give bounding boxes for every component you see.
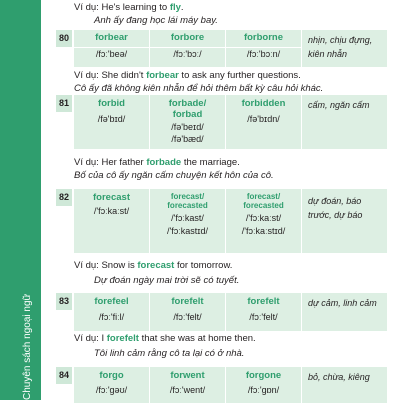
meaning: cấm, ngăn cấm	[308, 100, 370, 110]
ipa: /fɔː'beə/	[95, 49, 128, 59]
base-form: forbid	[98, 98, 125, 109]
ipa: /fə'beɪd/	[171, 122, 204, 132]
ipa-alt: /'fɔːkaːstɪd/	[241, 226, 286, 236]
past-form-alt: forbad	[172, 109, 203, 120]
example-text: .	[180, 2, 184, 13]
side-bar	[0, 0, 41, 400]
highlight-verb: forecast	[137, 260, 175, 271]
page	[41, 0, 400, 400]
ipa: /fə'bɪd/	[97, 114, 126, 124]
verb-table	[74, 30, 387, 67]
example-text: to ask any further questions.	[178, 70, 301, 81]
ipa: /'fɔːkast/	[171, 213, 204, 223]
example-sentence	[74, 333, 256, 344]
highlight-verb: forefelt	[106, 333, 139, 344]
verb-row-80	[56, 30, 386, 67]
meaning: nhịn, chịu đựng, kiên nhẫn	[308, 35, 373, 59]
verb-row-83	[56, 293, 386, 331]
meaning: bỏ, chừa, kiêng	[308, 372, 370, 382]
past-form: forecast/	[170, 192, 205, 201]
verb-row-84	[56, 367, 386, 403]
verb-table	[74, 367, 387, 403]
row-number: 83	[56, 293, 72, 310]
past-participle-cell	[226, 367, 302, 403]
translation: Tôi linh cảm rằng cô ta lại có ở nhà.	[94, 348, 245, 359]
past-form: forbade/	[168, 98, 207, 109]
past-form: forbore	[170, 32, 205, 43]
example-text: the marriage.	[181, 157, 240, 168]
example-text: that she was at home then.	[138, 333, 256, 344]
example-text: Ví dụ: He's learning to	[74, 2, 170, 13]
past-participle: forecast/	[246, 192, 281, 201]
example-sentence	[74, 70, 301, 81]
base-form-cell	[74, 30, 150, 67]
verb-table	[74, 189, 387, 253]
row-number: 82	[56, 189, 72, 206]
example-sentence	[74, 157, 240, 168]
ipa: /fə'bɪdn/	[247, 114, 280, 124]
past-participle: forefelt	[247, 296, 280, 307]
translation: Cô ấy đã không kiên nhẫn để hỏi thêm bất kỳ câu hỏi khác.	[74, 83, 324, 94]
verb-table	[74, 293, 387, 331]
past-form-cell	[150, 189, 226, 253]
verb-row-81	[56, 95, 386, 149]
translation: Bố của cô ấy ngăn cấm chuyện kết hôn của cô.	[74, 170, 274, 181]
meaning-cell	[302, 95, 387, 149]
ipa: /fɔː'felt/	[249, 312, 278, 322]
meaning-cell	[302, 367, 387, 403]
past-form-cell	[150, 95, 226, 149]
ipa: /fɔː'gəʊ/	[95, 385, 128, 395]
past-participle-cell	[226, 30, 302, 67]
highlight-verb: fly	[169, 2, 181, 13]
example-text: for tomorrow.	[174, 260, 233, 271]
ipa-alt: /'fɔːkastɪd/	[167, 226, 208, 236]
example-text: Ví dụ: She didn't	[74, 70, 147, 81]
base-form: forecast	[93, 192, 130, 203]
example-sentence	[74, 260, 232, 271]
ipa: /'fɔːkaːst/	[93, 206, 130, 216]
example-text: Ví dụ: Her father	[74, 157, 147, 168]
past-form-cell	[150, 367, 226, 403]
base-form-cell	[74, 95, 150, 149]
row-number: 81	[56, 95, 72, 112]
row-number: 80	[56, 30, 72, 47]
highlight-verb: forbade	[146, 157, 182, 168]
base-form: forgo	[99, 370, 124, 381]
row-number: 84	[56, 367, 72, 384]
past-form: forefelt	[171, 296, 204, 307]
past-participle-cell	[226, 293, 302, 331]
past-participle-alt: forecasted	[243, 201, 284, 210]
example-text: Ví dụ: Snow is	[74, 260, 138, 271]
past-form-alt: forecasted	[167, 201, 208, 210]
ipa: /fɔː'bɔː/	[173, 49, 202, 59]
translation: Anh ấy đang học lái máy bay.	[94, 15, 218, 26]
meaning: dự cảm, linh cảm	[308, 298, 377, 308]
base-form-cell	[74, 189, 150, 253]
base-form-cell	[74, 367, 150, 403]
translation: Dự đoán ngày mai trời sẽ có tuyết.	[94, 275, 240, 286]
ipa: /'fɔːkaːst/	[245, 213, 282, 223]
ipa-alt: /fə'bæd/	[171, 134, 204, 144]
sidebar-text: Chuyên sách ngoại ngữ	[22, 293, 33, 400]
meaning-cell	[302, 30, 387, 67]
meaning-cell	[302, 293, 387, 331]
ipa: /fɔː'went/	[169, 385, 206, 395]
ipa: /fɔː'bɔːn/	[246, 49, 281, 59]
past-participle: forborne	[243, 32, 284, 43]
verb-table	[74, 95, 387, 149]
verb-row-82	[56, 189, 386, 253]
example-sentence	[74, 2, 184, 13]
ipa: /fɔː'felt/	[173, 312, 202, 322]
meaning-cell	[302, 189, 387, 253]
past-participle: forbidden	[241, 98, 286, 109]
base-form: forbear	[95, 32, 128, 43]
past-form-cell	[150, 293, 226, 331]
example-text: Ví dụ: I	[74, 333, 107, 344]
base-form-cell	[74, 293, 150, 331]
past-form-cell	[150, 30, 226, 67]
meaning: dự đoán, báo trước, dự báo	[308, 196, 363, 220]
ipa: /fɔː'gɒn/	[247, 385, 280, 395]
highlight-verb: forbear	[146, 70, 179, 81]
base-form: forefeel	[94, 296, 129, 307]
past-form: forwent	[170, 370, 205, 381]
past-participle-cell	[226, 95, 302, 149]
ipa: /fɔː'fiːl/	[98, 312, 125, 322]
past-participle-cell	[226, 189, 302, 253]
past-participle: forgone	[245, 370, 282, 381]
